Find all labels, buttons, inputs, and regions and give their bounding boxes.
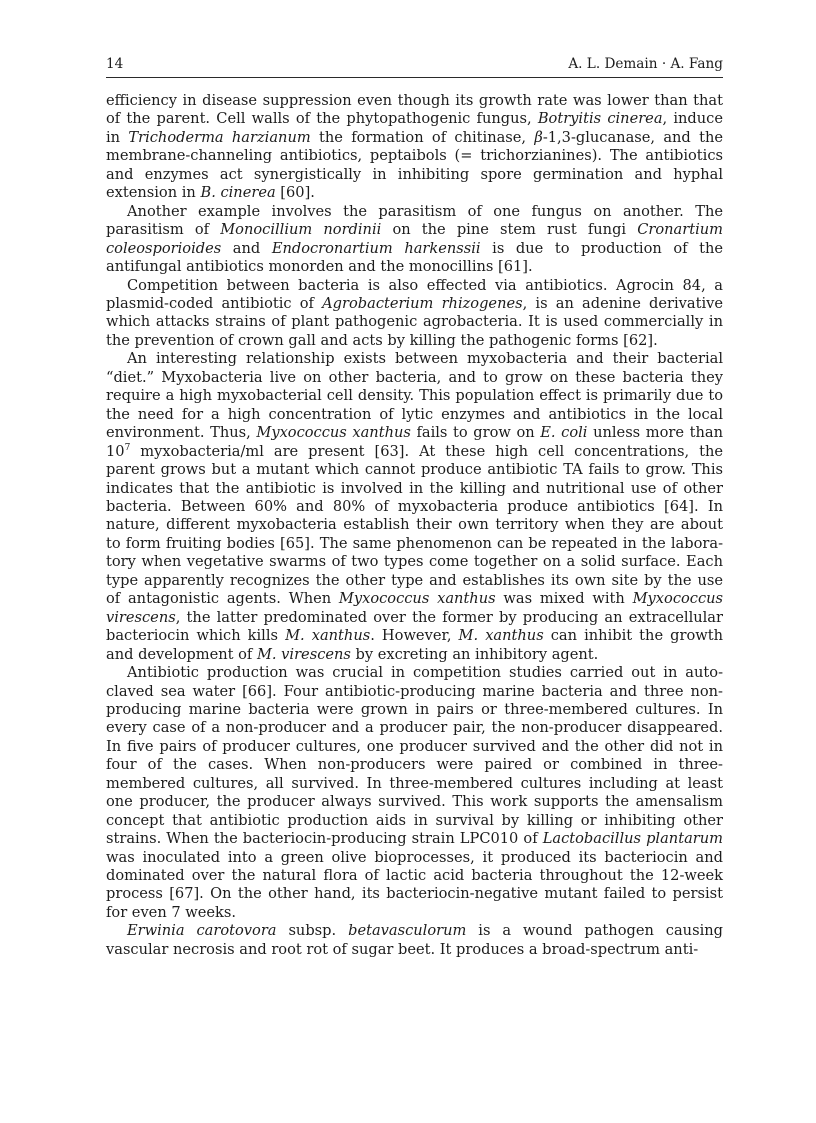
paragraph-2 [106, 203, 723, 277]
italic-term: Erwinia carotovora [127, 922, 277, 940]
superscript: 7 [124, 442, 131, 453]
italic-term: Myxococcus xanthus [338, 590, 496, 608]
text-run: , is an adenine derivative which attacks strains of plant pathogenic agrobacteria. It is used commercially in the prevention of crown gall and acts by killing the pathogenic forms [62]. [106, 294, 723, 349]
text-run: fails to grow on [410, 424, 541, 442]
text-run: Another example involves the parasitism of one fungus on another. The parasitism of [106, 202, 723, 239]
text-run: -1,3-glucanase, and the membrane-channeling antibiotics, peptaibols (= trichorzianines). The antibiotics and enzymes act synergistically in inhibiting spore germination and hyphal extension in [106, 128, 723, 202]
text-run: unless more than 10 [106, 424, 723, 460]
paragraph-5 [106, 664, 723, 922]
text-run: can inhibit the growth and development of [106, 627, 724, 663]
italic-term: Myxococcus xanthus [256, 424, 411, 442]
text-run: and [221, 239, 272, 257]
text-run: was inoculated into a green olive bioprocesses, it produced its bacteriocin and dominated over the natural flora of lactic acid bacteria throughout the 12-week process [67]. On the other hand, its bacteriocin-negative mutant failed to persist for even 7 weeks. [106, 848, 723, 921]
italic-term: Endocronartium harkenssii [271, 239, 481, 257]
text-run: the formation of chitinase, [310, 128, 535, 146]
italic-term: Agrobacterium rhizogenes [322, 294, 523, 312]
text-run: An interesting relationship exists between myxobacteria and their bacterial “diet.” Myxobacteria live on other bacteria, and to grow on these bacteria they require a high myxobacterial cell density. This population effect is primarily due to the need for a high concentration of lytic enzymes and antibiotics in the local environment. Thus, [106, 350, 723, 442]
italic-term: Myxococcus virescens [106, 590, 724, 626]
text-run: Competition between bacteria is also effected via antibiotics. Agrocin 84, a plasmid-coded antibiotic of [106, 276, 723, 312]
paragraph-6 [106, 922, 723, 959]
text-run: , the latter predominated over the former by producing an extracellular bacteriocin which kills [106, 608, 723, 645]
italic-term: Botryitis cinerea [537, 110, 663, 128]
paragraph-3 [106, 277, 723, 351]
text-run: [60]. [275, 184, 315, 202]
italic-term: M. xanthus [285, 627, 371, 645]
paragraph-4 [106, 350, 723, 664]
italic-term: betavasculorum [348, 922, 467, 940]
italic-term: B. cinerea [200, 184, 276, 202]
text-run: , induce in [106, 110, 723, 146]
italic-term: M. virescens [256, 645, 351, 663]
italic-term: Lactobacillus plantarum [542, 830, 723, 848]
text-run: . However, [370, 627, 459, 645]
italic-term: Cronartium coleosporioides [106, 221, 724, 257]
text-run: is a wound pathogen causing vascular necrosis and root rot of sugar beet. It produces a broad-spectrum anti- [106, 922, 723, 958]
text-run: was mixed with [495, 590, 633, 608]
book-page [106, 55, 723, 959]
text-run: subsp. [276, 922, 349, 940]
italic-term: β [534, 128, 543, 146]
text-run: efficiency in disease suppression even though its growth rate was lower than that of the parent. Cell walls of the phytopathogenic fungus, [106, 92, 723, 128]
italic-term: Trichoderma harzianum [128, 128, 311, 146]
text-run: on the pine stem rust fungi [381, 221, 638, 239]
running-head-authors: A. L. Demain · A. Fang [568, 56, 723, 72]
italic-term: E. coli [540, 424, 588, 442]
text-run: myxobacteria/ml are present [63]. At these high cell concentrations, the parent grows but a mutant which cannot produce antibiotic TA fails to grow. This indicates that the antibiotic is involved in the killing and nutritional use of other bacteria. Between 60% and 80% of myxobacteria produce antibiotics [64]. In nature, different myxobacteria establish their own territory when they are about to form fruiting bodies [65]. The same phenomenon can be repeated in the laboratory when vegetative swarms of two types come together on a solid surface. Each type apparently recognizes the other type and establishes its own site by the use of antagonistic agents. When [106, 442, 723, 608]
text-run: by excreting an inhibitory agent. [350, 645, 599, 663]
page-number: 14 [106, 56, 124, 72]
text-run: is due to production of the antifungal antibiotics monorden and the monocillins [61]. [106, 239, 723, 276]
text-run: Antibiotic production was crucial in competition studies carried out in autoclaved sea water [66]. Four antibiotic-producing marine bacteria and three non-producing marine bacteria were grown in pairs or three-membered cultures. In every case of a non-producer and a producer pair, the non-producer disappeared. In five pairs of producer cultures, one producer survived and the other did not in four of the cases. When non-producers were paired or combined in three-membered cultures, all survived. In three-membered cultures including at least one producer, the producer always survived. This work supports the amensalism concept that antibiotic production aids in survival by killing or inhibiting other strains. When the bacteriocin-producing strain LPC010 of [106, 664, 723, 848]
paragraph-1 [106, 92, 723, 203]
running-header [106, 55, 723, 78]
body-text [106, 92, 723, 959]
italic-term: M. xanthus [458, 627, 544, 645]
italic-term: Monocillium nordinii [220, 221, 382, 239]
